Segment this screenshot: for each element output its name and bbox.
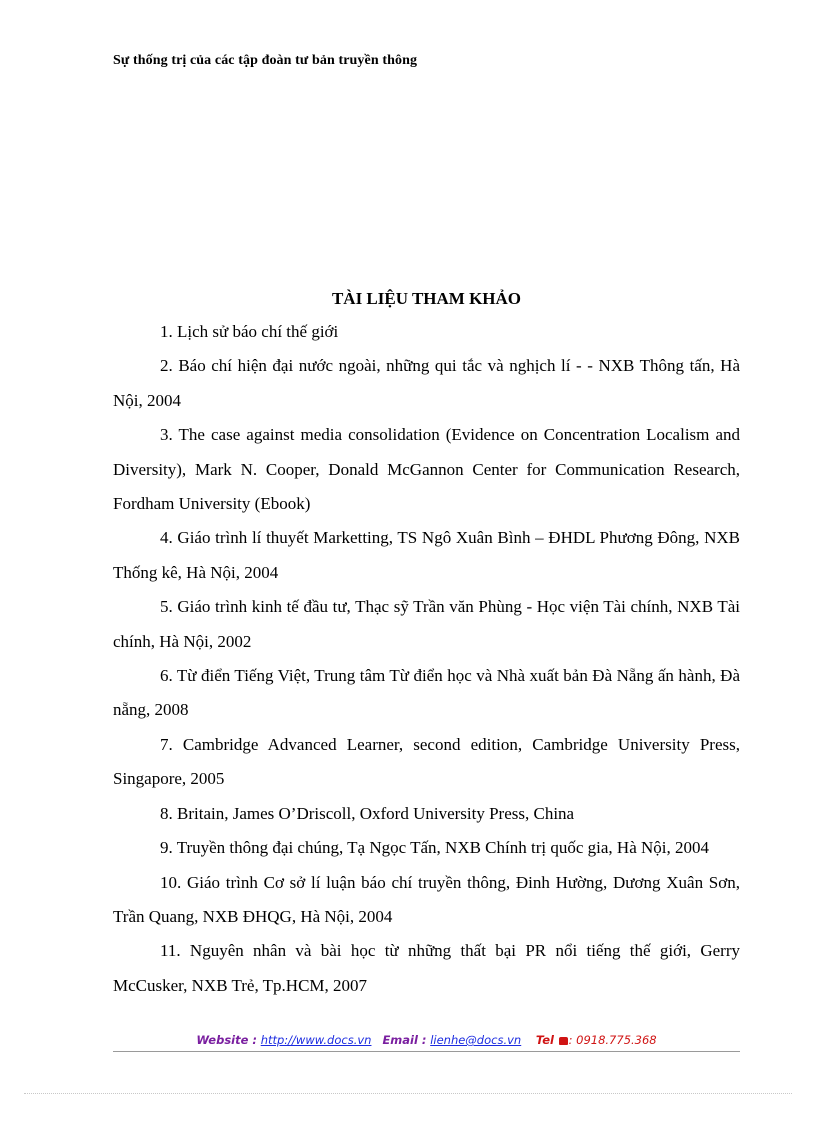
footer-divider	[113, 1051, 740, 1052]
page-bottom-divider	[24, 1093, 792, 1094]
reference-item-5: 5. Giáo trình kinh tế đầu tư, Thạc sỹ Trần văn Phùng - Học viện Tài chính, NXB Tài chính, Hà Nội, 2002	[113, 597, 740, 651]
footer-email-link[interactable]: lienhe@docs.vn	[430, 1033, 522, 1047]
reference-item-1: 1. Lịch sử báo chí thế giới	[160, 322, 339, 341]
footer-website-link[interactable]: http://www.docs.vn	[260, 1033, 372, 1047]
footer-website-label: Website :	[196, 1033, 258, 1047]
footer-tel-label: Tel	[535, 1033, 554, 1047]
document-body	[113, 285, 740, 1003]
reference-list	[113, 315, 740, 1003]
reference-item-7: 7. Cambridge Advanced Learner, second edition, Cambridge University Press, Singapore, 2005	[113, 734, 740, 789]
reference-item-11: 11. Nguyên nhân và bài học từ những thất bại PR nổi tiếng thế giới, Gerry McCusker, NXB Trẻ, Tp.HCM, 2007	[113, 941, 740, 995]
footer-email-label: Email :	[382, 1033, 427, 1047]
reference-item-3: 3. The case against media consolidation (Evidence on Concentration Localism and Diversity), Mark N. Cooper, Donald McGannon Center for Communication Research, Fordham University (Ebook)	[113, 425, 740, 514]
phone-icon	[559, 1037, 568, 1045]
reference-item-6: 6. Từ điển Tiếng Việt, Trung tâm Từ điển học và Nhà xuất bản Đà Nẵng ấn hành, Đà nẵng, 2008	[113, 666, 740, 720]
page-footer	[113, 1033, 740, 1047]
reference-item-8: 8. Britain, James O’Driscoll, Oxford University Press, China	[160, 803, 575, 823]
reference-item-9: 9. Truyền thông đại chúng, Tạ Ngọc Tấn, NXB Chính trị quốc gia, Hà Nội, 2004	[160, 838, 709, 858]
reference-item-10: 10. Giáo trình Cơ sở lí luận báo chí truyền thông, Đinh Hường, Dương Xuân Sơn, Trần Quang, NXB ĐHQG, Hà Nội, 2004	[113, 872, 740, 926]
reference-item-4: 4. Giáo trình lí thuyết Marketting, TS Ngô Xuân Bình – ĐHDL Phương Đông, NXB Thống kê, Hà Nội, 2004	[113, 528, 740, 582]
page-title: TÀI LIỆU THAM KHẢO	[331, 289, 522, 308]
reference-item-2: 2. Báo chí hiện đại nước ngoài, những qui tắc và nghịch lí - - NXB Thông tấn, Hà Nội, 2004	[113, 356, 740, 410]
footer-tel-number: : 0918.775.368	[568, 1033, 657, 1047]
running-header: Sự thống trị của các tập đoàn tư bản truyền thông	[113, 53, 418, 68]
